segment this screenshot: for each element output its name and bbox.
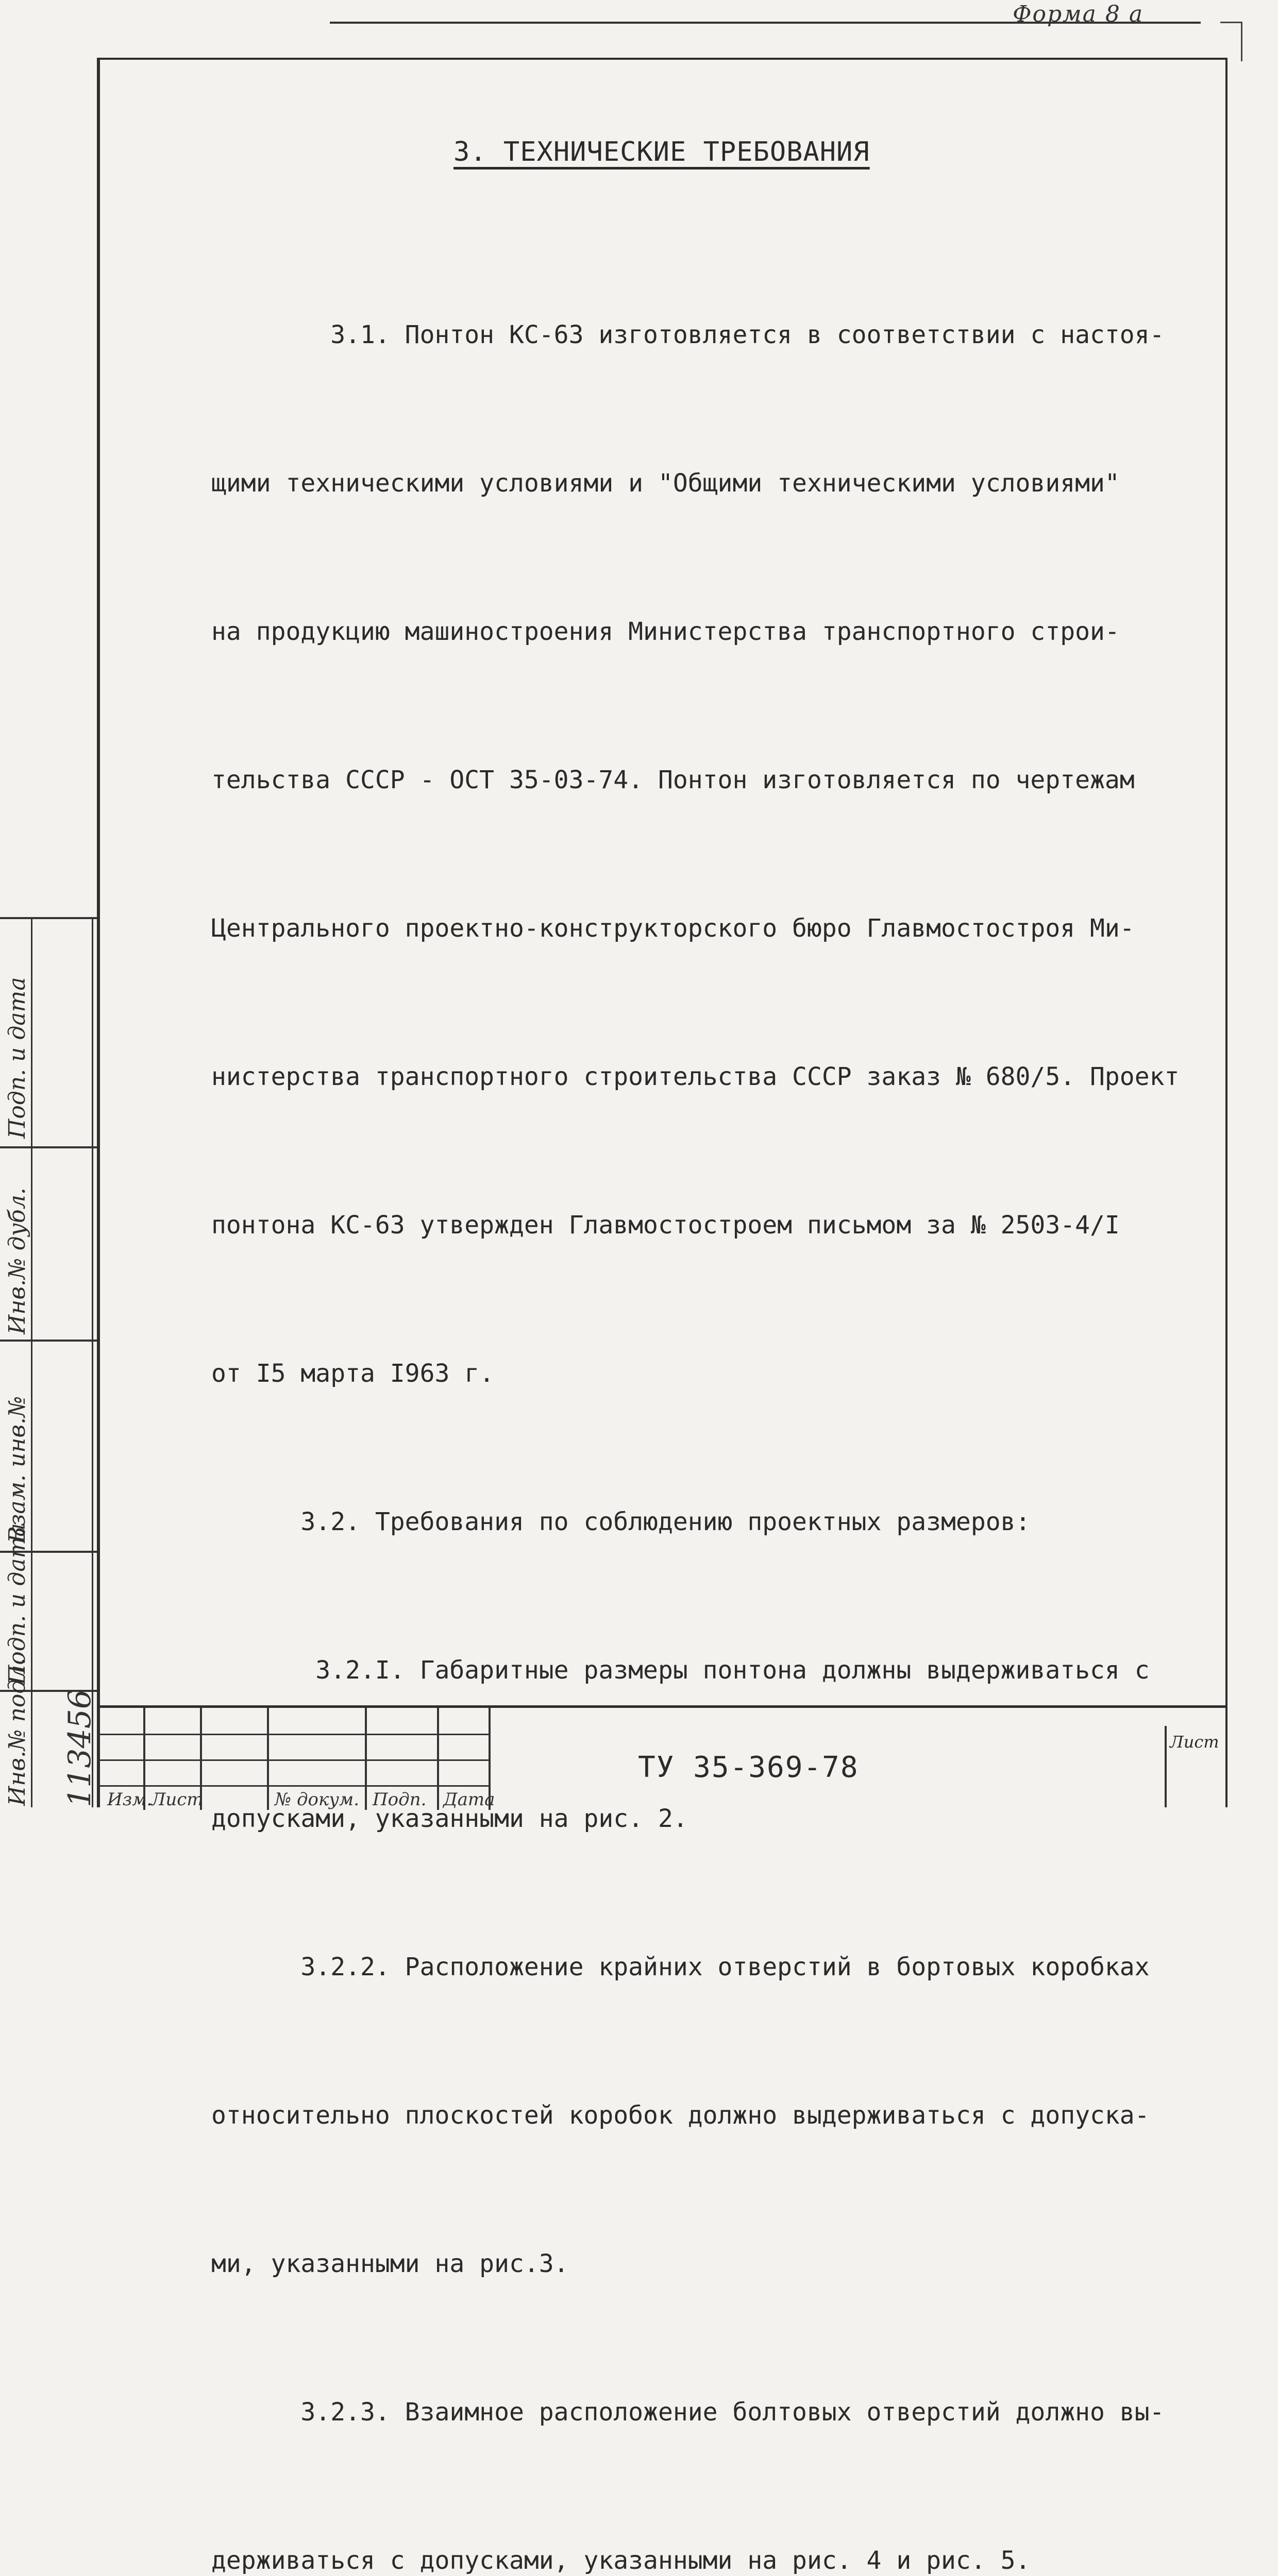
text-line: допусками, указанными на рис. 2. bbox=[211, 1804, 688, 1833]
text-line: 3.2.3. Взаимное расположение болтовых отверстий должно вы- bbox=[211, 2398, 1165, 2427]
title-block-row-line bbox=[97, 1785, 489, 1787]
side-stamp-divider bbox=[0, 1146, 97, 1148]
side-label-sign-date-2: Подп. и дата bbox=[4, 977, 30, 1139]
text-line: понтона КС-63 утвержден Главмостостроем письмом за № 2503-4/I bbox=[211, 1211, 1120, 1240]
title-block-divider bbox=[365, 1708, 367, 1810]
text-line: от I5 марта I963 г. bbox=[211, 1359, 495, 1388]
title-block-label-doc-number: № докум. bbox=[275, 1789, 360, 1810]
top-tab bbox=[1220, 22, 1242, 61]
sheet-label: Лист bbox=[1170, 1732, 1219, 1752]
text-line: тельства СССР - ОСТ 35-03-74. Понтон изготовляется по чертежам bbox=[211, 766, 1135, 794]
title-block-label-change: Изм. bbox=[107, 1789, 153, 1810]
text-line: относительно плоскостей коробок должно выдерживаться с допуска- bbox=[211, 2101, 1150, 2130]
side-label-replace-inv: Взам. инв.№ bbox=[4, 1396, 30, 1543]
document-code: ТУ 35-369-78 bbox=[638, 1751, 859, 1784]
title-block-label-sheet: Лист bbox=[151, 1789, 204, 1810]
text-line: на продукцию машиностроения Министерства транспортного строи- bbox=[211, 617, 1120, 646]
side-label-sign-date-1: Подп. и дата bbox=[4, 1523, 30, 1685]
side-stamp-divider bbox=[0, 1340, 97, 1342]
text-line: 3.2. Требования по соблюдению проектных размеров: bbox=[211, 1507, 1031, 1536]
text-line: держиваться с допусками, указанными на рис. 4 и рис. 5. bbox=[211, 2546, 1031, 2575]
text-line: щими техническими условиями и "Общими техническими условиями" bbox=[211, 469, 1120, 498]
title-block-row-line bbox=[97, 1759, 489, 1761]
text-line: 3.2.I. Габаритные размеры понтона должны выдерживаться с bbox=[211, 1656, 1150, 1685]
title-block-label-signature: Подп. bbox=[373, 1789, 427, 1810]
title-block-row-line bbox=[97, 1734, 489, 1735]
title-block-label-date: Дата bbox=[443, 1789, 495, 1810]
side-stamp bbox=[0, 917, 97, 1807]
side-stamp-col bbox=[31, 917, 93, 1807]
title-block-divider bbox=[437, 1708, 439, 1810]
form-label: Форма 8 а bbox=[1013, 1, 1144, 27]
text-line: ми, указанными на рис.3. bbox=[211, 2249, 569, 2278]
side-stamp-divider bbox=[0, 917, 97, 919]
title-block-divider bbox=[267, 1708, 269, 1810]
side-label-inv-duplicate: Инв.№ дубл. bbox=[4, 1188, 30, 1334]
side-label-inv-original: Инв.№ подл. bbox=[4, 1657, 30, 1806]
text-line: нистерства транспортного строительства СССР заказ № 680/5. Проект bbox=[211, 1062, 1180, 1091]
body-text bbox=[211, 211, 1201, 2576]
top-rule bbox=[330, 22, 1201, 24]
text-line: 3.2.2. Расположение крайних отверстий в бортовых коробках bbox=[211, 1953, 1150, 1981]
text-line: 3.1. Понтон КС-63 изготовляется в соответствии с настоя- bbox=[211, 320, 1165, 349]
inventory-number: 113456 bbox=[62, 1689, 98, 1807]
section-title: 3. ТЕХНИЧЕСКИЕ ТРЕБОВАНИЯ bbox=[453, 137, 870, 167]
text-line: Центрального проектно-конструкторского бюро Главмостостроя Ми- bbox=[211, 914, 1135, 943]
